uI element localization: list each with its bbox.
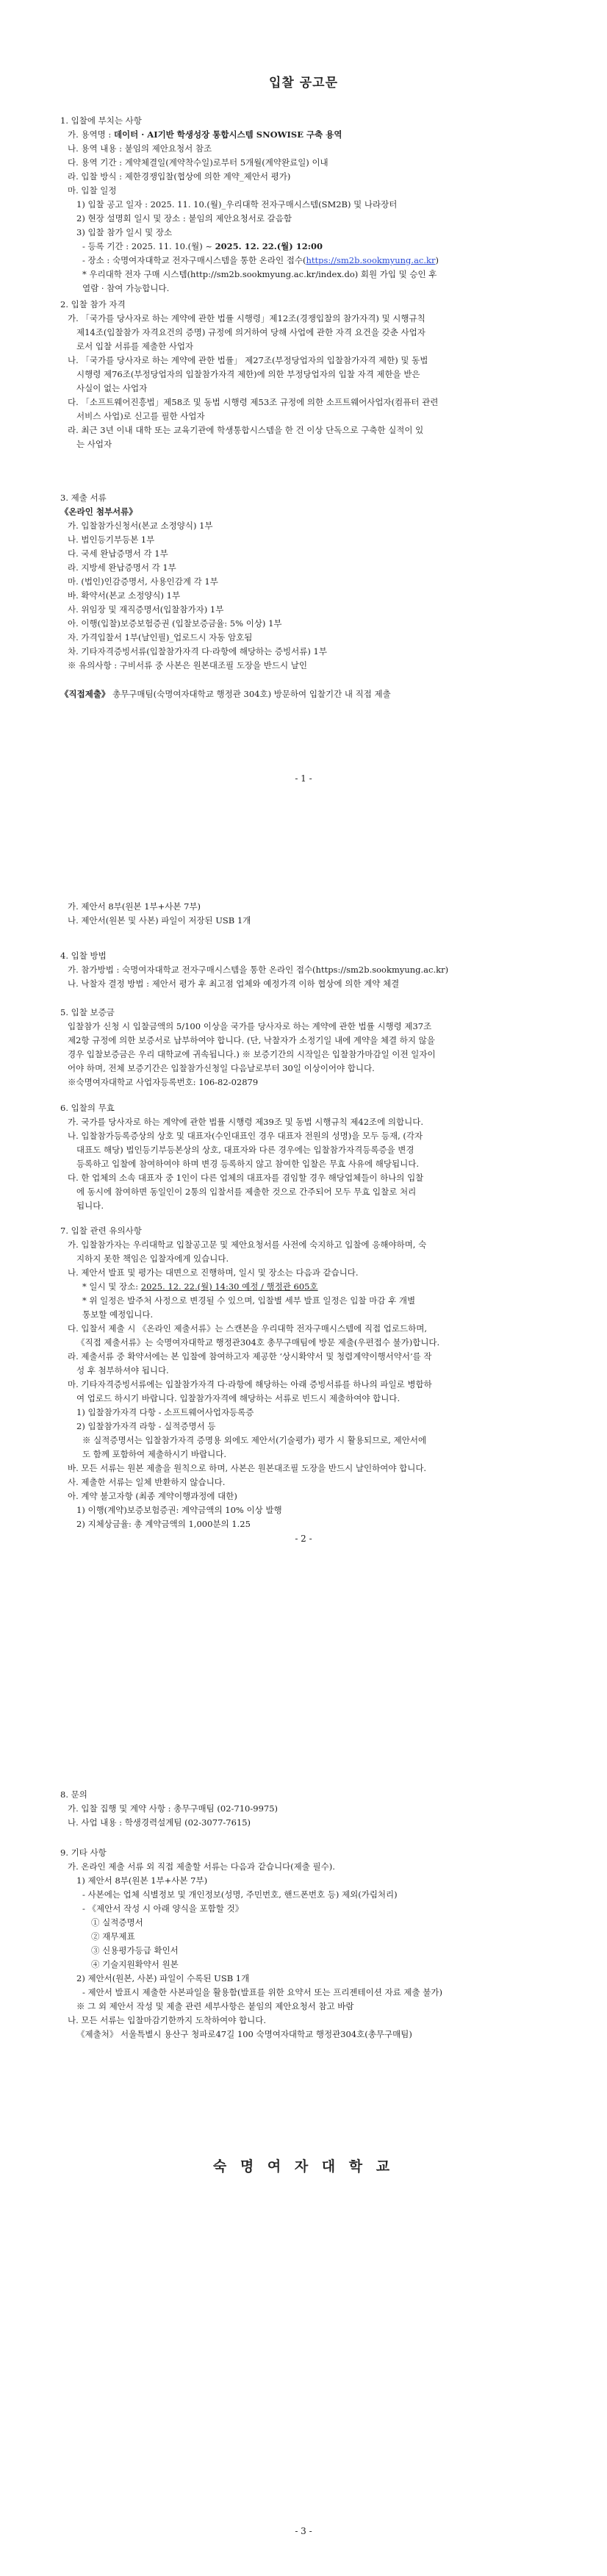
notice-line: 통보할 예정입니다.	[82, 1309, 154, 1320]
service-name-value: 데이터 · AI기반 학생성장 통합시스템 SNOWISE 구축 용역	[113, 129, 342, 140]
university-name: 숙 명 여 자 대 학 교	[212, 2158, 395, 2175]
qualification-line: 나. 「국가를 당사자로 하는 계약에 관한 법률」 제27조(부정당업자의 입찰참가자격 제한) 및 동법	[68, 355, 428, 365]
section-heading: 1. 입찰에 부치는 사항	[60, 115, 142, 126]
notice-line: ※ 실적증명서는 입찰참가자격 증명용 외에도 제안서(기술평가) 평가 시 활용되므로, 제안서에	[82, 1435, 427, 1445]
item-service-name: 가. 용역명 : 데이터 · AI기반 학생성장 통합시스템 SNOWISE 구축 용역	[68, 129, 342, 140]
section-heading: 2. 입찰 참가 자격	[60, 299, 126, 310]
deposit-line: 어야 하며, 전체 보증기간은 입찰참가신청일 다음날로부터 30일 이상이어야 합니다.	[68, 1063, 375, 1073]
other-line: 1) 제안서 8부(원본 1부+사본 7부)	[76, 1875, 208, 1886]
doc-item: 가. 제안서 8부(원본 1부+사본 7부)	[68, 901, 201, 912]
section-1	[60, 114, 550, 296]
schedule-line: 3) 입찰 참가 일시 및 장소	[76, 227, 173, 237]
page-2	[0, 859, 607, 1717]
invalid-line: 에 동시에 참여하면 동일인이 2통의 입찰서를 제출한 것으로 간주되어 모두 무효 입찰로 처리	[76, 1187, 417, 1197]
notice-line: 지하지 못한 책임은 입찰자에게 있습니다.	[76, 1253, 229, 1264]
other-line: - 제안서 발표시 제출한 사본파일을 활용함(발표를 위한 요약서 또는 프리젠테이션 자료 제출 불가)	[82, 1987, 442, 1997]
presentation-schedule: * 일시 및 장소: 2025. 12. 22.(월) 14:30 예정 / 행정관 605호	[82, 1281, 318, 1292]
notice-line: 여 업로드 하시기 바랍니다. 입찰참가자격에 해당하는 서류로 빈드시 제출하여야 합니다.	[76, 1393, 401, 1403]
notice-line: 라. 제출서류 중 확약서에는 본 입찰에 참여하고자 제공한 ‘상시확약서 및 청렴계약이행서약서’를 작	[68, 1351, 432, 1362]
qualification-line: 다. 「소프트웨어진흥법」제58조 및 동법 시행령 제53조 규정에 의한 소프트웨어사업자(컴퓨터 관련	[68, 397, 439, 407]
section-heading: 6. 입찰의 무효	[60, 1103, 115, 1113]
doc-item: 라. 지방세 완납증명서 각 1부	[68, 562, 176, 573]
qualification-line: 사실이 없는 사업자	[76, 383, 148, 393]
notice-line: 바. 모든 서류는 원본 제출을 원칙으로 하며, 사본은 원본대조필 도장을 반드시 날인하여야 합니다.	[68, 1463, 427, 1473]
item-service-content: 나. 용역 내용 : 붙임의 제안요청서 참조	[68, 143, 212, 154]
section-7	[60, 1224, 550, 1531]
notice-line: 도 함께 포함하여 제출하시기 바랍니다.	[82, 1449, 227, 1459]
qualification-line: 라. 최근 3년 이내 대학 또는 교육기관에 학생통합시스템을 한 건 이상 단독으로 구축한 실적이 있	[68, 425, 424, 435]
note-line: 열람 · 참여 가능합니다.	[82, 283, 170, 293]
item-service-period: 다. 용역 기간 : 계약체결일(계약착수일)로부터 5개월(계약완료일) 이내	[68, 157, 328, 168]
qualification-line: 는 사업자	[76, 439, 112, 449]
doc-item: 사. 위임장 및 재직증명서(입찰참가자) 1부	[68, 604, 224, 615]
note-line: * 우리대학 전자 구매 시스템(http://sm2b.sookmyung.ac.kr/index.do) 회원 가입 및 승인 후	[82, 269, 437, 279]
item-bid-schedule: 마. 입찰 일정	[68, 185, 117, 196]
other-line: 가. 온라인 제출 서류 외 직접 제출할 서류는 다음과 같습니다(제출 필수).	[68, 1861, 335, 1872]
deposit-line: 입찰참가 신청 시 입찰금액의 5/100 이상을 국가를 당사자로 하는 계약에 관한 법률 시행령 제37조	[68, 1021, 432, 1031]
invalid-line: 됩니다.	[76, 1201, 104, 1211]
qualification-line: 가. 「국가를 당사자로 하는 계약에 관한 법률 시행령」제12조(경쟁입찰의 참가자격) 및 시행규칙	[68, 313, 425, 323]
schedule-line: 2) 현장 설명회 일시 및 장소 : 붙임의 제안요청서로 갈음함	[76, 213, 292, 223]
invalid-line: 나. 입찰참가등록증상의 상호 및 대표자(수인대표인 경우 대표자 전원의 성명)을 모두 등재, (각자	[68, 1131, 423, 1141]
item-bid-method: 라. 입찰 방식 : 제한경쟁입찰(협상에 의한 계약_제안서 평가)	[68, 171, 291, 182]
page-number: - 3 -	[295, 2526, 312, 2536]
section-3	[60, 491, 550, 701]
other-line: ② 재무제표	[91, 1931, 135, 1942]
doc-note: ※ 유의사항 : 구비서류 중 사본은 원본대조필 도장을 반드시 날인	[68, 660, 307, 670]
notice-line: 2) 입찰참가자격 라항 - 실적증명서 등	[76, 1421, 216, 1431]
page-number: - 1 -	[295, 773, 312, 784]
deposit-line: 제2항 규정에 의한 보증서로 납부하여야 합니다. (단, 낙찰자가 소정기일 내에 계약을 체결 하지 않을	[68, 1035, 435, 1045]
page-3	[0, 1717, 607, 2576]
registration-period: - 등록 기간 : 2025. 11. 10.(월) ~ 2025. 12. 22.(월) 12:00	[82, 241, 323, 251]
section-9	[60, 1846, 550, 2042]
doc-item: 나. 제안서(원본 및 사본) 파일이 저장된 USB 1개	[68, 915, 251, 926]
notice-line: 아. 계약 불고자항 (최종 계약이행과정에 대한)	[68, 1491, 237, 1501]
notice-line: 1) 이행(계약)보증보험증권: 계약금액의 10% 이상 발행	[76, 1505, 282, 1515]
contact-line: 가. 입찰 집행 및 계약 사항 : 총무구매팀 (02-710-9975)	[68, 1803, 279, 1814]
other-line: ③ 신용평가등급 확인서	[91, 1945, 179, 1956]
section-heading: 4. 입찰 방법	[60, 951, 107, 961]
other-line: 나. 모든 서류는 입찰마감기한까지 도착하여야 합니다.	[68, 2015, 266, 2025]
other-line: 2) 제안서(원본, 사본) 파일이 수록된 USB 1개	[76, 1973, 250, 1983]
invalid-line: 다. 한 업체의 소속 대표자 중 1인이 다른 업체의 대표자를 겸임할 경우 해당업체들이 하나의 입찰	[68, 1173, 424, 1183]
doc-item: 가. 입찰참가신청서(본교 소정양식) 1부	[68, 520, 213, 531]
doc-item: 바. 확약서(본교 소정양식) 1부	[68, 590, 181, 601]
qualification-line: 제14조(입찰참가 자격요건의 증명) 규정에 의거하여 당해 사업에 관한 자격 요건을 갖춘 사업자	[76, 327, 425, 337]
notice-line: 다. 입찰서 제출 시 《온라인 제출서류》는 스캔본을 우리대학 전자구매시스템에 직접 업로드하며,	[68, 1323, 428, 1334]
notice-line: 사. 제출한 서류는 일체 반환하지 않습니다.	[68, 1477, 226, 1487]
page-number: - 2 -	[295, 1534, 312, 1544]
direct-submission: 《직접제출》 총무구매팀(숙명여자대학교 행정관 304호) 방문하여 입찰기간 내 직접 제출	[60, 689, 391, 699]
section-heading: 7. 입찰 관련 유의사항	[60, 1226, 142, 1236]
invalid-line: 등록하고 입찰에 참여하여야 하며 변경 등록하지 않고 참여한 입찰은 무효 사유에 해당됩니다.	[76, 1159, 420, 1169]
section-4	[60, 949, 550, 991]
section-heading: 5. 입찰 보증금	[60, 1007, 115, 1017]
qualification-line: 로서 입찰 서류를 제출한 사업자	[76, 341, 194, 351]
direct-docs	[60, 900, 550, 928]
page-1	[0, 0, 607, 859]
document-title: 입찰 공고문	[268, 76, 339, 90]
sm2b-link[interactable]: https://sm2b.sookmyung.ac.kr	[306, 255, 436, 265]
doc-item: 차. 기타자격증빙서류(입찰참가자격 다·라항에 해당하는 증빙서류) 1부	[68, 646, 327, 656]
deposit-line: 경우 입찰보증금은 우리 대학교에 귀속됩니다.) ※ 보증기간의 시작일은 입찰참가마감일 이전 일자이	[68, 1049, 436, 1059]
notice-line: * 위 일정은 발주처 사정으로 변경될 수 있으며, 입찰별 세부 발표 일정은 입찰 마감 후 개별	[82, 1295, 416, 1306]
section-6	[60, 1101, 550, 1213]
section-heading: 3. 제출 서류	[60, 493, 107, 503]
other-line: ④ 기술지원확약서 원본	[91, 1959, 179, 1969]
section-heading: 8. 문의	[60, 1789, 87, 1800]
other-line: ※ 그 외 제안서 작성 및 제출 관련 세부사항은 붙임의 제안요청서 참고 바람	[76, 2001, 354, 2011]
notice-line: 마. 기타자격증빙서류에는 입찰참가자격 다·라항에 해당하는 아래 증빙서류를 하나의 파일로 병합하	[68, 1379, 432, 1389]
doc-item: 마. (법인)인감증명서, 사용인감계 각 1부	[68, 576, 218, 587]
bid-method-line: 나. 낙찰자 결정 방법 : 제안서 평가 후 최고점 업체와 예정가격 이하 협상에 의한 계약 체결	[68, 978, 400, 989]
contact-line: 나. 사업 내용 : 학생경력설계팀 (02-3077-7615)	[68, 1817, 251, 1828]
section-heading: 9. 기타 사항	[60, 1847, 107, 1858]
section-5	[60, 1006, 550, 1090]
other-line: ① 실적증명서	[91, 1917, 143, 1928]
submission-address: 《제출처》 서울특별시 용산구 청파로47길 100 숙명여자대학교 행정관304호(총무구매팀)	[76, 2029, 412, 2039]
other-line: - 《제안서 작성 시 아래 양식을 포함할 것》	[82, 1903, 244, 1914]
section-8	[60, 1788, 550, 1830]
registration-place: - 장소 : 숙명여자대학교 전자구매시스템을 통한 온라인 접수(https://sm2b.sookmyung.ac.kr)	[82, 255, 439, 265]
bid-method-line: 가. 참가방법 : 숙명여자대학교 전자구매시스템을 통한 온라인 접수(https://sm2b.sookmyung.ac.kr)	[68, 965, 449, 975]
invalid-line: 대표도 해당) 법인등기부등본상의 상호, 대표자와 다른 경우에는 입찰참가자격등록증을 변경	[76, 1145, 414, 1155]
schedule-line: 1) 입찰 공고 일자 : 2025. 11. 10.(월)_우리대학 전자구매시스템(SM2B) 및 나라장터	[76, 199, 398, 210]
notice-line: 《직접 제출서류》는 숙명여자대학교 행정관304호 총무구매팀에 방문 제출(우편접수 불가)합니다.	[76, 1337, 440, 1348]
section-2	[60, 298, 550, 451]
doc-item: 자. 가격입찰서 1부(날인필)_업로드시 자동 암호됨	[68, 632, 253, 643]
notice-line: 성 후 첨부하셔야 됩니다.	[76, 1365, 169, 1375]
notice-line: 가. 입찰참가자는 우리대학교 입찰공고문 및 제안요청서를 사전에 숙지하고 입찰에 응해야하며, 숙	[68, 1239, 427, 1250]
notice-line: 2) 지체상금율: 총 계약금액의 1,000분의 1.25	[76, 1519, 251, 1529]
business-number: ※숙명여자대학교 사업자등록번호: 106-82-02879	[68, 1077, 259, 1087]
notice-line: 1) 입찰참가자격 다항 - 소프트웨어사업자등록증	[76, 1407, 254, 1417]
qualification-line: 서비스 사업)로 신고를 필한 사업자	[76, 411, 205, 421]
other-line: - 사본에는 업체 식별정보 및 개인정보(성명, 주민번호, 핸드폰번호 등) 제외(가림처리)	[82, 1889, 398, 1900]
qualification-line: 시행령 제76조(부정당업자의 입찰참가자격 제한)에 의한 부정당업자의 입찰 자격 제한을 받은	[76, 369, 420, 379]
notice-line: 나. 제안서 발표 및 평가는 대면으로 진행하며, 일시 및 장소는 다음과 같습니다.	[68, 1267, 359, 1278]
doc-item: 나. 법인등기부등본 1부	[68, 534, 155, 545]
doc-item: 아. 이행(입찰)보증보험증권 (입찰보증금율: 5% 이상) 1부	[68, 618, 282, 629]
doc-item: 다. 국세 완납증명서 각 1부	[68, 548, 168, 559]
invalid-line: 가. 국가를 당사자로 하는 계약에 관한 법률 시행령 제39조 및 동법 시행규칙 제42조에 의합니다.	[68, 1117, 424, 1127]
online-docs-heading: 《온라인 첨부서류》	[60, 507, 137, 517]
